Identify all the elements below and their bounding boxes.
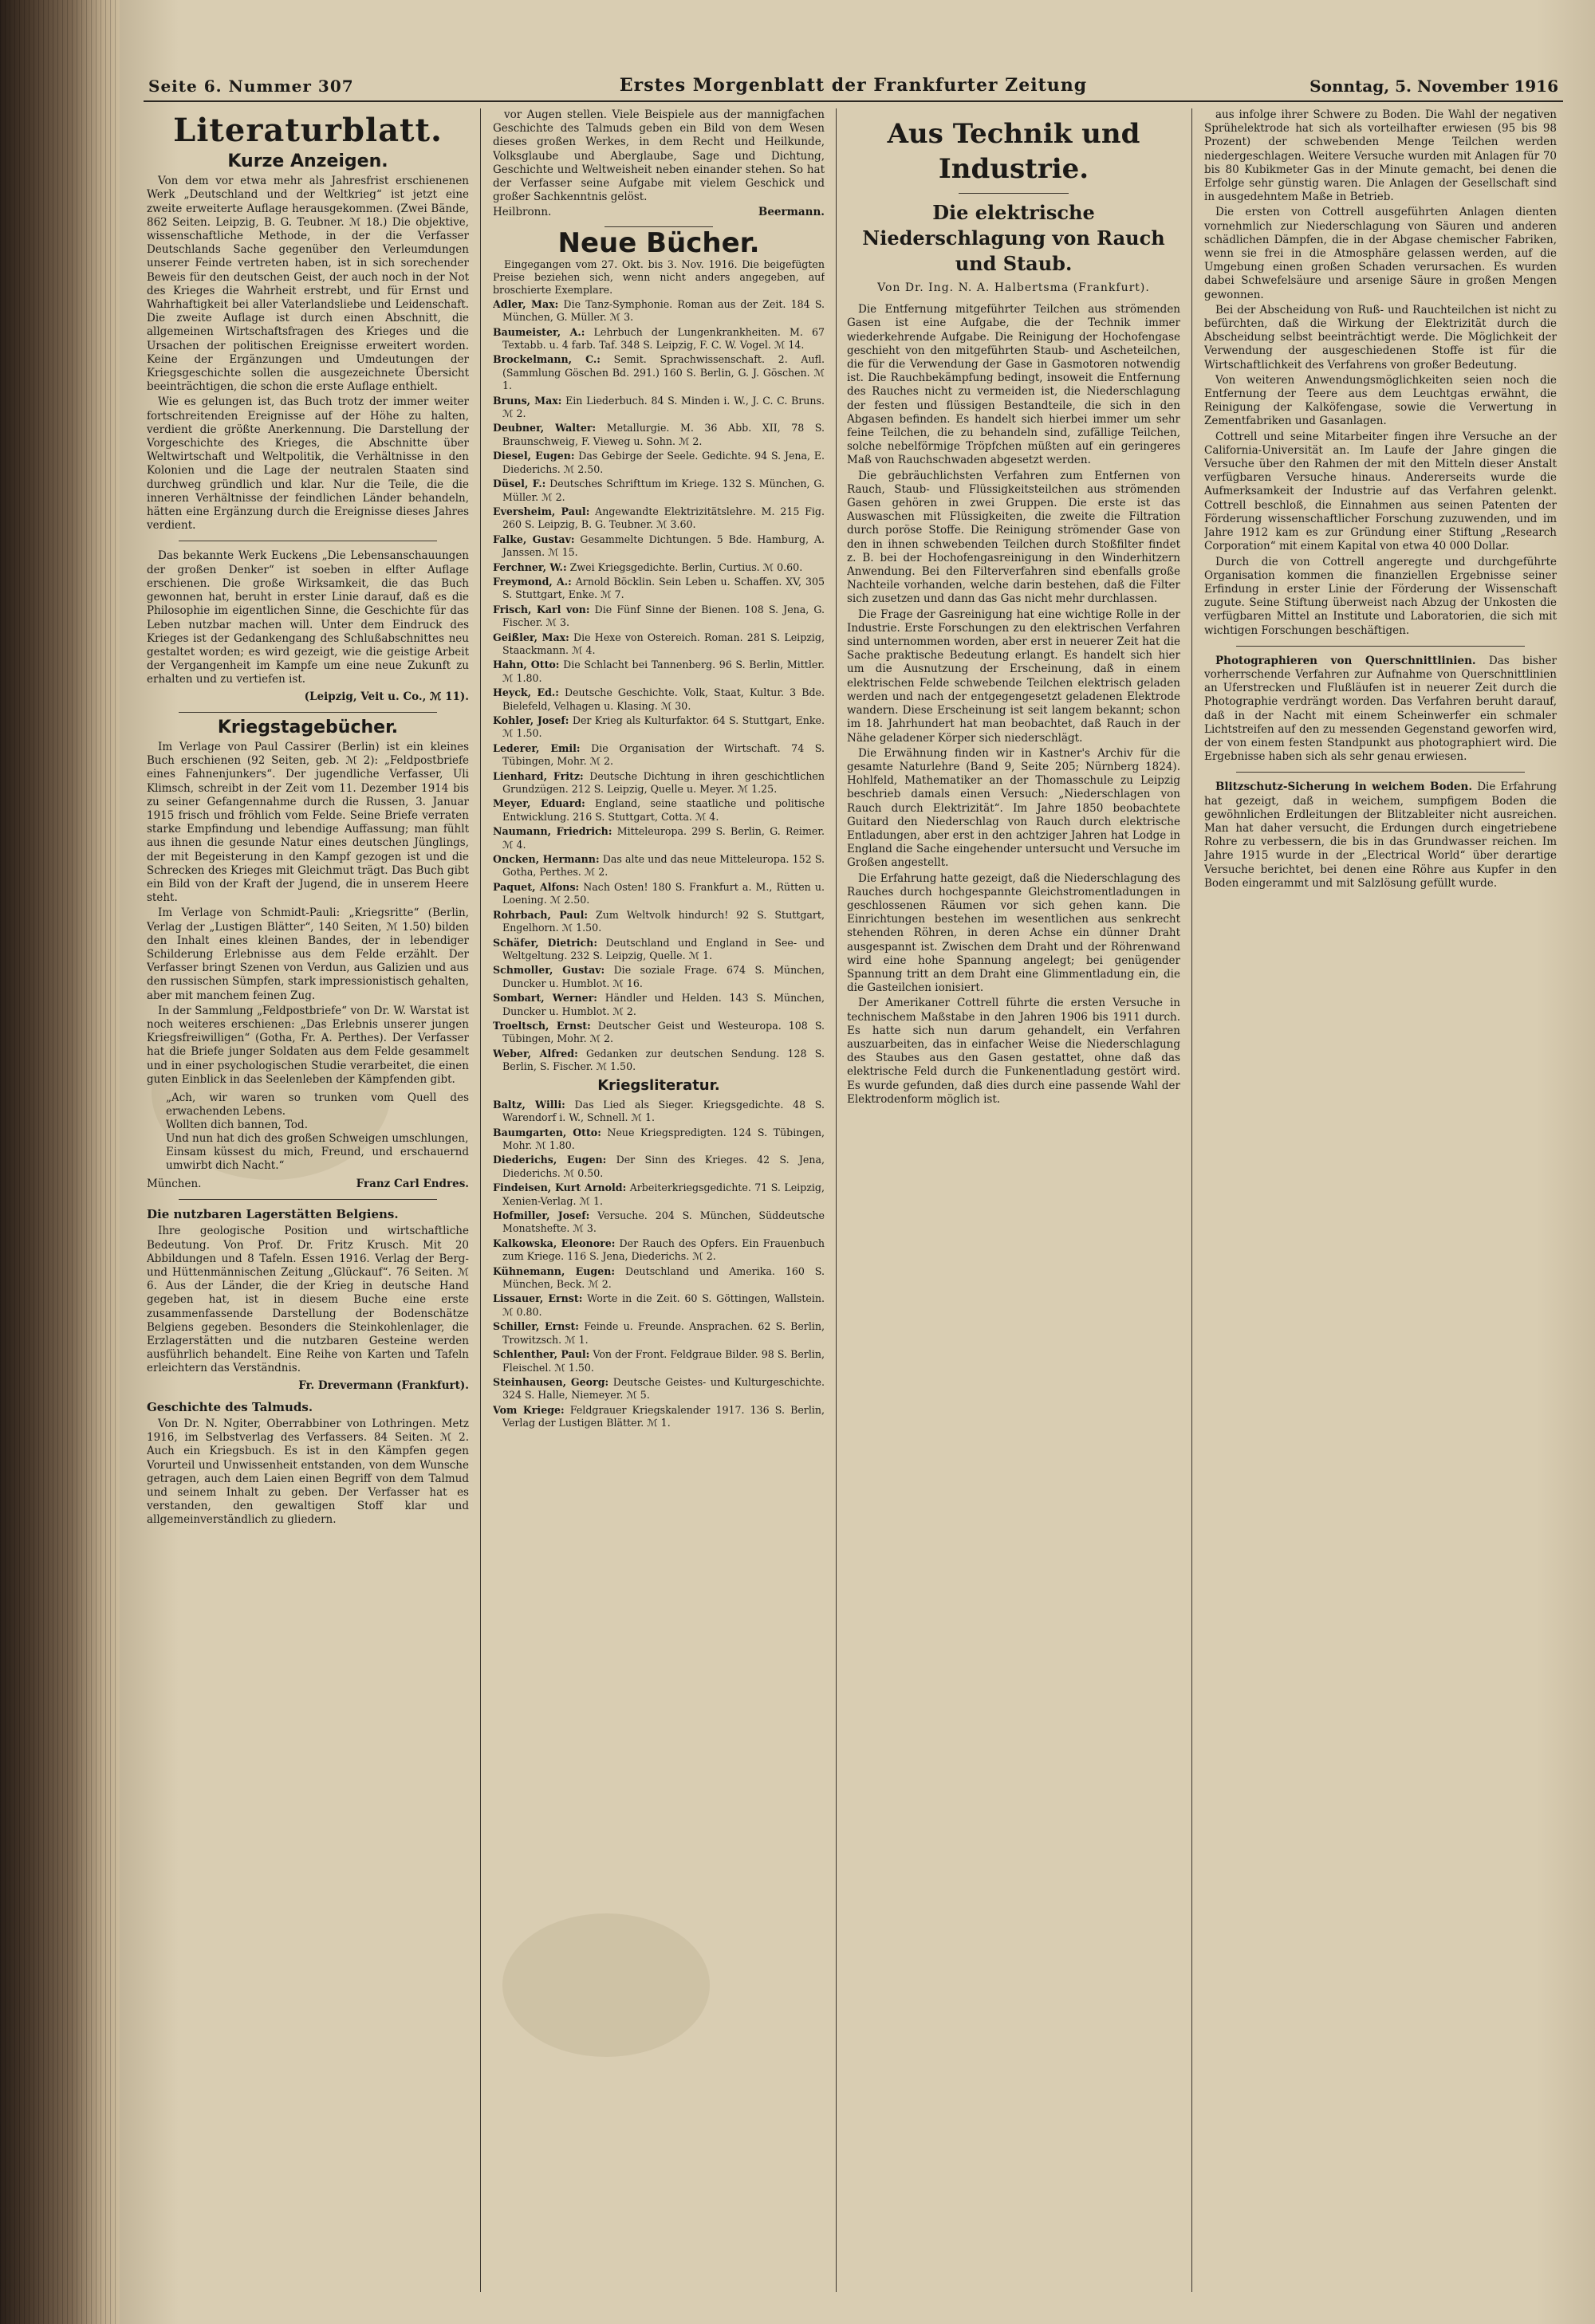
book-entry: Steinhausen, Georg: Deutsche Geistes- und Kulturgeschichte. 324 S. Halle, Niemeyer. ℳ 5. (493, 1375, 825, 1402)
book-entry: Troeltsch, Ernst: Deutscher Geist und Westeuropa. 108 S. Tübingen, Mohr. ℳ 2. (493, 1019, 825, 1045)
book-entry: Bruns, Max: Ein Liederbuch. 84 S. Minden i. W., J. C. C. Bruns. ℳ 2. (493, 394, 825, 420)
article-paragraph: Die Erfahrung hatte gezeigt, daß die Niederschlagung des Rauches durch hochgespannte Gleichstromentladungen in geschlossenen Räumen vor sich gehen kann. Die Einrichtungen bestehen im wesentlichen aus senkrecht stehenden Röhren, in deren Achse ein dünner Draht ausgespannt ist. Zwischen dem Draht und der Röhrenwand wird eine hohe Spannung angelegt; bei genügender Spannung tritt an dem Draht eine Glimmentladung ein, die die Gasteilchen ionisiert. (847, 871, 1180, 995)
section-title: Aus Technik und Industrie. (887, 118, 1140, 185)
column-literature (147, 108, 469, 2292)
notice-heading: Photographieren von Querschnittlinien. (1215, 654, 1476, 667)
book-entry: Schäfer, Dietrich: Deutschland und England in See- und Weltgeltung. 232 S. Leipzig, Quelle. ℳ 1. (493, 936, 825, 961)
subsection-title: Kriegstagebücher. (217, 717, 399, 737)
divider (179, 1199, 437, 1200)
book-entry: Deubner, Walter: Metallurgie. M. 36 Abb. XII, 78 S. Braunschweig, F. Vieweg u. Sohn. ℳ 2. (493, 422, 825, 447)
book-entry: Weber, Alfred: Gedanken zur deutschen Sendung. 128 S. Berlin, S. Fischer. ℳ 1.50. (493, 1047, 825, 1073)
binding-texture (0, 0, 120, 2324)
book-entry: Lienhard, Fritz: Deutsche Dichtung in ihren geschichtlichen Grundzügen. 212 S. Leipzig, Quelle u. Meyer. ℳ 1.25. (493, 769, 825, 796)
article-paragraph: Die Erwähnung finden wir in Kastner's Archiv für die gesamte Naturlehre (Band 9, Seite 205; Nürnberg 1824). Hohlfeld, Mathematiker an der Thomasschule zu Leipzig beschrieb damals einen Versuch: „Niederschlagen von Rauch durch Elektrizität“. Im Jahre 1850 beobachtete Guitard den Niederschlag von Rauch durch elektrische Entladungen, aber erst in den achtziger Jahren hat Lodge in England die Sache eingehender untersucht und Versuche im Großen angestellt. (847, 746, 1180, 870)
book-entry: Kohler, Josef: Der Krieg als Kulturfaktor. 64 S. Stuttgart, Enke. ℳ 1.50. (493, 714, 825, 740)
article-paragraph: Der Amerikaner Cottrell führte die ersten Versuche in technischem Maßstabe in den Jahren 1906 bis 1911 durch. Es hatte sich nun darum gehandelt, ein Verfahren auszuarbeiten, das in einfacher Weise die Niederschlagung des Staubes aus den Gasen gestattet, ohne daß das elektrische Feld durch die Funkenentladung gestört wird. Es wurde gefunden, daß dies durch eine passende Wahl der Elektrodenform möglich ist. (847, 997, 1180, 1106)
article-paragraph: Ihre geologische Position und wirtschaftliche Bedeutung. Von Prof. Dr. Fritz Krusch. Mit 20 Abbildungen und 8 Tafeln. Essen 1916. Verlag der Berg- und Hüttenmännischen Zeitung „Glückauf“. 76 Seiten. ℳ 6. Aus der Länder, die der Krieg in deutsche Hand gegeben hat, ist in diesem Buche eine erste zusammenfassende Darstellung der Bodenschätze Belgiens gegeben. Besonders die Steinkohlenlager, die Erzlagerstätten und die nutzbaren Gesteine werden ausführlich behandelt. Eine Reihe von Karten und Tafeln erleichtern das Verständnis. (147, 1225, 469, 1375)
newspaper-title: Erstes Morgenblatt der Frankfurter Zeitung (619, 75, 1088, 96)
subsection-title: Kurze Anzeigen. (227, 151, 388, 171)
article-title: Die elektrische Niederschlagung von Rauch und Staub. (862, 201, 1165, 275)
book-entry: Oncken, Hermann: Das alte und das neue Mitteleuropa. 152 S. Gotha, Perthes. ℳ 2. (493, 853, 825, 879)
book-entry: Hofmiller, Josef: Versuche. 204 S. München, Süddeutsche Monatshefte. ℳ 3. (493, 1209, 825, 1235)
book-entry: Adler, Max: Die Tanz-Symphonie. Roman aus der Zeit. 184 S. München, G. Müller. ℳ 3. (493, 297, 825, 324)
notice-text: Die Erfahrung hat gezeigt, daß in weichem, sumpfigem Boden die gewöhnlichen Erdleitungen der Blitzableiter nicht ausreichen. Man hat daher versucht, die Erdungen durch eingetriebene Rohre zu verbessern, die bis in das Grundwasser reichen. Im Jahre 1915 wurde in der „Electrical World“ über derartige Versuche berichtet, bei denen eine Röhre aus Kupfer in den Boden eingerammt und mit Salzlösung gefüllt wurde. (1204, 781, 1557, 890)
book-entry: Baumeister, A.: Lehrbuch der Lungenkrankheiten. M. 67 Textabb. u. 4 farb. Taf. 348 S. Leipzig, F. C. W. Vogel. ℳ 14. (493, 325, 825, 352)
book-entry: Schlenther, Paul: Von der Front. Feldgraue Bilder. 98 S. Berlin, Fleischel. ℳ 1.50. (493, 1348, 825, 1374)
divider (179, 712, 437, 713)
article-paragraph: Die Entfernung mitgeführter Teilchen aus strömenden Gasen ist eine Aufgabe, die der Technik immer wiederkehrende Aufgabe. Die Reinigung der Hochofengase geschieht von den mitgeführten Staub- und Ascheteilchen, die für die Verwendung der Gase in Gasmotoren notwendig ist. Die Rauchbekämpfung bedingt, insoweit die Entfernung des Rauches nicht zu vermeiden ist, die Niederschlagung der festen und flüssigen Bestandteile, die sich in den Abgasen befinden. Es handelt sich hierbei immer um sehr feine Teilchen, die zu behandeln sind, zufällige Teilchen, solche nebelförmige Tröpfchen müßten auf ein geringeres Maß von Rauchschwaden abgesetzt werden. (847, 303, 1180, 467)
article-paragraph: Cottrell und seine Mitarbeiter fingen ihre Versuche an der California-Universität an. Im Laufe der Jahre gingen die Versuche über den Rahmen der mit den Mitteln dieser Anstalt verfügbaren Versuche hinaus. Andererseits wurde die Aufmerksamkeit der Industrie auf das Verfahren gelenkt. Cottrell beschloß, die Einnahmen aus seinen Patenten der Förderung wissenschaftlicher Forschung zuzuwenden, und im Jahre 1912 kam es zur Gründung einer Stiftung „Research Corporation“ mit einem Kapital von etwa 40 000 Dollar. (1204, 430, 1557, 553)
book-entry: Findeisen, Kurt Arnold: Arbeiterkriegsgedichte. 71 S. Leipzig, Xenien-Verlag. ℳ 1. (493, 1182, 825, 1207)
book-entry: Düsel, F.: Deutsches Schrifttum im Kriege. 132 S. München, G. Müller. ℳ 2. (493, 478, 825, 503)
list-intro: Eingegangen vom 27. Okt. bis 3. Nov. 1916. Die beigefügten Preise beziehen sich, wenn nicht anders angegeben, auf broschierte Exemplare. (493, 258, 825, 296)
column-technology-continued (1204, 108, 1557, 2292)
article-paragraph: Die ersten von Cottrell ausgeführten Anlagen dienten vornehmlich zur Niederschlagung von Säuren und anderen schädlichen Dämpfen, die in der Abgase chemischer Fabriken, wenn sie frei in die Atmosphäre gelassen werden, auf die Umgebung einen großen Schaden verursachen. Es wurden dabei Schwefelsäure und arsenige Säure in großen Mengen gewonnen. (1204, 206, 1557, 301)
article-author: Von Dr. Ing. N. A. Halbertsma (Frankfurt). (877, 281, 1150, 294)
divider (1236, 646, 1525, 647)
subsection-title: Kriegsliteratur. (597, 1076, 720, 1094)
publisher-note: (Leipzig, Veit u. Co., ℳ 11). (304, 690, 469, 703)
article-paragraph: Durch die von Cottrell angeregte und durchgeführte Organisation kommen die finanziellen Ergebnisse seiner Erfindung in erster Linie der Förderung der Wissenschaft zugute. Seine Stiftung überweist nach Abzug der Unkosten die verfügbaren Mittel an Institute und Laboratorien, die sich mit wichtigen Forschungen beschäftigen. (1204, 555, 1557, 637)
page-number: Seite 6. Nummer 307 (148, 77, 354, 96)
book-entry: Falke, Gustav: Gesammelte Dichtungen. 5 Bde. Hamburg, A. Janssen. ℳ 15. (493, 533, 825, 559)
book-entry: Heyck, Ed.: Deutsche Geschichte. Volk, Staat, Kultur. 3 Bde. Bielefeld, Velhagen u. Klasing. ℳ 30. (493, 686, 825, 712)
book-entry: Diesel, Eugen: Das Gebirge der Seele. Gedichte. 94 S. Jena, E. Diederichs. ℳ 2.50. (493, 450, 825, 475)
poem-line: Einsam küssest du mich, Freund, und erschauernd umwirbt dich Nacht.“ (166, 1146, 469, 1172)
book-entry: Freymond, A.: Arnold Böcklin. Sein Leben u. Schaffen. XV, 305 S. Stuttgart, Enke. ℳ 7. (493, 575, 825, 601)
book-list (493, 298, 825, 1074)
poem-line: Wollten dich bannen, Tod. (166, 1119, 308, 1131)
article-paragraph: Das bekannte Werk Euckens „Die Lebensanschauungen der großen Denker“ ist soeben in elfter Auflage erschienen. Die große Wirksamkeit, die das Buch gewonnen hat, beruht in erster Linie darauf, daß es die Philosophie im eigentlichen Sinne, die Geschichte für das Leben nutzbar machen will. Unter dem Eindruck des Krieges ist der Gedankengang des Schlußabschnittes neu gestaltet worden; es wird gezeigt, wie die geistige Arbeit der Vergangenheit im Kampfe um eine neue Zukunft zu erhalten und zu vertiefen ist. (147, 549, 469, 686)
author-signature: Fr. Drevermann (Frankfurt). (298, 1378, 469, 1392)
book-entry: Ferchner, W.: Zwei Kriegsgedichte. Berlin, Curtius. ℳ 0.60. (493, 560, 803, 573)
article-paragraph: Die gebräuchlichsten Verfahren zum Entfernen von Rauch, Staub- und Flüssigkeitsteilchen aus strömenden Gasen gehören in zwei Gruppen. Die erste ist das Auswaschen mit Flüssigkeiten, die zweite die Filtration durch poröse Stoffe. Die Reinigung strömender Gase von den in ihnen schwebenden Teilchen durch Stoßfilter findet z. B. bei der Hochofengasreinigung in den Winderhitzern Anwendung. Bei den Filterverfahren sind ebenfalls große Nachteile vorhanden, welche darin bestehen, daß die Filter sich zusetzen und dann das Gas nicht mehr durchlassen. (847, 469, 1180, 606)
book-entry: Schiller, Ernst: Feinde u. Freunde. Ansprachen. 62 S. Berlin, Trowitzsch. ℳ 1. (493, 1320, 825, 1346)
article-paragraph: Im Verlage von Schmidt-Pauli: „Kriegsritte“ (Berlin, Verlag der „Lustigen Blätter“, 140 Seiten, ℳ 1.50) bilden den Inhalt eines kleinen Bandes, der in lebendiger Schilderung Erlebnisse aus dem Felde erzählt. Der Verfasser bringt Szenen von Verdun, aus Galizien und aus den russischen Sümpfen, stark impressionistisch gehalten, aber mit manchem feinen Zug. (147, 906, 469, 1002)
article-paragraph: Von weiteren Anwendungsmöglichkeiten seien noch die Entfernung der Teere aus dem Leuchtgas erwähnt, die Reinigung der Kalköfengase, sowie die Verwertung in Zementfabriken und Gasanlagen. (1204, 373, 1557, 428)
column-rule (1191, 108, 1192, 2292)
book-list (493, 1099, 825, 1430)
author-signature: Franz Carl Endres. (356, 1178, 469, 1190)
poem-line: „Ach, wir waren so trunken vom Quell des erwachenden Lebens. (166, 1091, 469, 1118)
poem-line: Und nun hat dich des großen Schweigen umschlungen, (166, 1132, 469, 1145)
article-paragraph: vor Augen stellen. Viele Beispiele aus der mannigfachen Geschichte des Talmuds geben ein Bild von dem Wesen dieses großen Werkes, in dem Recht und Heilkunde, Volksglaube und Aberglaube, Sage und Dichtung, Geschichte und Weltweisheit neben einander stehen. So hat der Verfasser seine Aufgabe mit vielem Geschick und großer Sachkenntnis gelöst. (493, 108, 825, 204)
article-paragraph: Von Dr. N. Ngiter, Oberrabbiner von Lothringen. Metz 1916, im Selbstverlag des Verfassers. 84 Seiten. ℳ 2. Auch ein Kriegsbuch. Es ist in den Kämpfen gegen Vorurteil und Unwissenheit entstanden, von dem Wunsche getragen, auch dem Laien einen Begriff von dem Talmud und seinem Inhalt zu geben. Der Verfasser hat es verstanden, den gewaltigen Stoff klar und allgemeinverständlich zu gliedern. (147, 1418, 469, 1527)
article-paragraph: Von dem vor etwa mehr als Jahresfrist erschienenen Werk „Deutschland und der Weltkrieg“ ist jetzt eine zweite erweiterte Auflage herausgekommen. (Zwei Bände, 862 Seiten. Leipzig, B. G. Teubner. ℳ 18.) Die objektive, wissenschaftliche Methode, in der die Verfasser Deutschlands Sache gegenüber den Verleumdungen unserer Feinde vertreten haben, ist in sich sorechender Beweis für den deutschen Geist, der auch noch in der Not des Krieges die Wahrheit erstrebt, und für Ernst und Wahrhaftigkeit bei aller Vaterlandsliebe und Leidenschaft. Die zweite Auflage ist durch einen Abschnitt, die allgemeinen Wirtschaftsfragen des Krieges und die Ursachen der politischen Ereignisse erweitert worden. Keine der Ergänzungen und Umdeutungen der Kriegsgeschichte sollen die ausgezeichnete Übersicht beeinträchtigen, die schon die erste Auflage enthielt. (147, 175, 469, 394)
book-entry: Schmoller, Gustav: Die soziale Frage. 674 S. München, Duncker u. Humblot. ℳ 16. (493, 964, 825, 989)
book-entry: Brockelmann, C.: Semit. Sprachwissenschaft. 2. Aufl. (Sammlung Göschen Bd. 291.) 160 S. Berlin, G. J. Göschen. ℳ 1. (493, 353, 825, 392)
newspaper-page (120, 0, 1595, 2324)
section-title: Neue Bücher. (557, 226, 760, 259)
book-entry: Kühnemann, Eugen: Deutschland und Amerika. 160 S. München, Beck. ℳ 2. (493, 1264, 825, 1291)
book-entry: Lederer, Emil: Die Organisation der Wirtschaft. 74 S. Tübingen, Mohr. ℳ 2. (493, 741, 825, 768)
book-entry: Hahn, Otto: Die Schlacht bei Tannenberg. 96 S. Berlin, Mittler. ℳ 1.80. (493, 659, 825, 684)
author-signature: Beermann. (758, 206, 825, 219)
notice (1204, 655, 1557, 765)
column-technology (847, 108, 1180, 2292)
column-rule (480, 108, 481, 2292)
book-entry: Paquet, Alfons: Nach Osten! 180 S. Frankfurt a. M., Rütten u. Loening. ℳ 2.50. (493, 880, 825, 906)
place: München. (147, 1178, 202, 1190)
book-entry: Rohrbach, Paul: Zum Weltvolk hindurch! 92 S. Stuttgart, Engelhorn. ℳ 1.50. (493, 908, 825, 934)
divider (1236, 772, 1525, 773)
book-entry: Baumgarten, Otto: Neue Kriegspredigten. 124 S. Tübingen, Mohr. ℳ 1.80. (493, 1126, 825, 1151)
poem (166, 1091, 469, 1173)
article-paragraph: In der Sammlung „Feldpostbriefe“ von Dr. W. Warstat ist noch weiteres erschienen: „Das Erlebnis unserer jungen Kriegsfreiwilligen“ (Gotha, Fr. A. Perthes). Der Verfasser hat die Briefe junger Soldaten aus dem Felde gesammelt und in einer psychologischen Studie verarbeitet, die einen guten Einblick in das Seelenleben der Kämpfenden gibt. (147, 1004, 469, 1086)
book-title: Geschichte des Talmuds. (147, 1399, 313, 1414)
book-entry: Geißler, Max: Die Hexe von Ostereich. Roman. 281 S. Leipzig, Staackmann. ℳ 4. (493, 631, 825, 656)
article-paragraph: Die Frage der Gasreinigung hat eine wichtige Rolle in der Industrie. Erste Forschungen zu den elektrischen Verfahren sind unternommen worden, aber erst in neuerer Zeit hat die Sache praktische Bedeutung erlangt. Es handelt sich hier um die Ausnutzung der Erscheinung, daß in einem elektrischen Felde schwebende Teilchen elektrisch geladen werden und nach der entgegengesetzt geladenen Elektrode wandern. Diese Erscheinung ist seit langem bekannt; schon im 18. Jahrhundert hat man beobachtet, daß Rauch in der Nähe geladener Körper sich niederschlägt. (847, 608, 1180, 745)
book-entry: Lissauer, Ernst: Worte in die Zeit. 60 S. Göttingen, Wallstein. ℳ 0.80. (493, 1292, 825, 1318)
book-entry: Frisch, Karl von: Die Fünf Sinne der Bienen. 108 S. Jena, G. Fischer. ℳ 3. (493, 603, 825, 629)
signature-line (147, 1178, 469, 1191)
notice (1204, 781, 1557, 891)
book-entry: Sombart, Werner: Händler und Helden. 143 S. München, Duncker u. Humblot. ℳ 2. (493, 992, 825, 1017)
issue-date: Sonntag, 5. November 1916 (1309, 77, 1558, 96)
article-paragraph: Wie es gelungen ist, das Buch trotz der immer weiter fortschreitenden Ereignisse auf der Höhe zu halten, verdient die größte Anerkennung. Die Darstellung der Vorgeschichte des Krieges, die Abschnitte über Weltwirtschaft und Weltpolitik, die Verhältnisse in den Kolonien und die Lage der neutralen Staaten sind durchweg gründlich und klar. Nur die Teile, die die inneren Verhältnisse der feindlichen Länder behandeln, hätten eine Ergänzung durch die Ereignisse dieses Jahres verdient. (147, 395, 469, 533)
signature-line (493, 206, 825, 219)
column-rule (836, 108, 837, 2292)
book-entry: Vom Kriege: Feldgrauer Kriegskalender 1917. 136 S. Berlin, Verlag der Lustigen Blätter. ℳ 1. (493, 1403, 825, 1429)
place: Heilbronn. (493, 206, 552, 219)
page-header (144, 73, 1563, 102)
book-entry: Meyer, Eduard: England, seine staatliche und politische Entwicklung. 216 S. Stuttgart, Cotta. ℳ 4. (493, 797, 825, 823)
book-title: Die nutzbaren Lagerstätten Belgiens. (147, 1207, 399, 1222)
book-entry: Baltz, Willi: Das Lied als Sieger. Kriegsgedichte. 48 S. Warendorf i. W., Schnell. ℳ 1. (493, 1098, 825, 1124)
column-new-books (493, 108, 825, 2292)
section-title: Literaturblatt. (173, 112, 443, 149)
notice-heading: Blitzschutz-Sicherung in weichem Boden. (1215, 781, 1473, 794)
book-entry: Naumann, Friedrich: Mitteleuropa. 299 S. Berlin, G. Reimer. ℳ 4. (493, 825, 825, 851)
book-entry: Kalkowska, Eleonore: Der Rauch des Opfers. Ein Frauenbuch zum Kriege. 116 S. Jena, Diederichs. ℳ 2. (493, 1237, 825, 1263)
divider (959, 193, 1069, 194)
article-paragraph: Bei der Abscheidung von Ruß- und Rauchteilchen ist nicht zu befürchten, daß die Wirkung der Elektrizität durch die Abscheidung selbst beeinträchtigt werde. Die Möglichkeit der Verwendung der ausgeschiedenen Stoffe ist für die Wirtschaftlichkeit des Verfahrens von großer Bedeutung. (1204, 303, 1557, 372)
article-paragraph: aus infolge ihrer Schwere zu Boden. Die Wahl der negativen Sprühelektrode hat sich als vorteilhafter erwiesen (95 bis 98 Prozent) der schwebenden Menge Teilchen werden niedergeschlagen. Weitere Versuche wurden mit Anlagen für 70 bis 80 Kubikmeter Gas in der Minute gemacht, bei denen die Erfolge sehr günstig waren. Die Anlagen der Gesellschaft sind in ausgedehntem Maße in Betrieb. (1204, 108, 1557, 204)
book-entry: Diederichs, Eugen: Der Sinn des Krieges. 42 S. Jena, Diederichs. ℳ 0.50. (493, 1154, 825, 1179)
book-entry: Eversheim, Paul: Angewandte Elektrizitätslehre. M. 215 Fig. 260 S. Leipzig, B. G. Teubner. ℳ 3.60. (493, 505, 825, 531)
article-paragraph: Im Verlage von Paul Cassirer (Berlin) ist ein kleines Buch erschienen (92 Seiten, geb. ℳ 2): „Feldpostbriefe eines Fahnenjunkers“. Der jugendliche Verfasser, Uli Klimsch, schreibt in der Zeit vom 11. Dezember 1914 bis zu seiner Gefangennahme durch die Russen, 3. Januar 1915 frisch und fröhlich vom Felde. Seine Briefe verraten starke Empfindung und lebendige Auffassung; man fühlt aus ihnen die gesunde Natur eines deutschen Jünglings, der mit Begeisterung in den Kampf gezogen ist und die Schrecken des Krieges mit Gleichmut trägt. Das Buch gibt ein Bild von der Kraft der Jugend, die in unserem Heere steht. (147, 740, 469, 905)
notice-text: Das bisher vorherrschende Verfahren zur Aufnahme von Querschnittlinien an Uferstrecken und Flußläufen ist in neuerer Zeit durch die Photographie verdrängt worden. Das Verfahren beruht darauf, daß in der Nacht mit einem Scheinwerfer ein schmaler Lichtstreifen auf den zu messenden Gegenstand geworfen wird, der von einem festen Standpunkt aus photographiert wird. Die Ergebnisse haben sich als sehr genau erwiesen. (1204, 654, 1557, 764)
